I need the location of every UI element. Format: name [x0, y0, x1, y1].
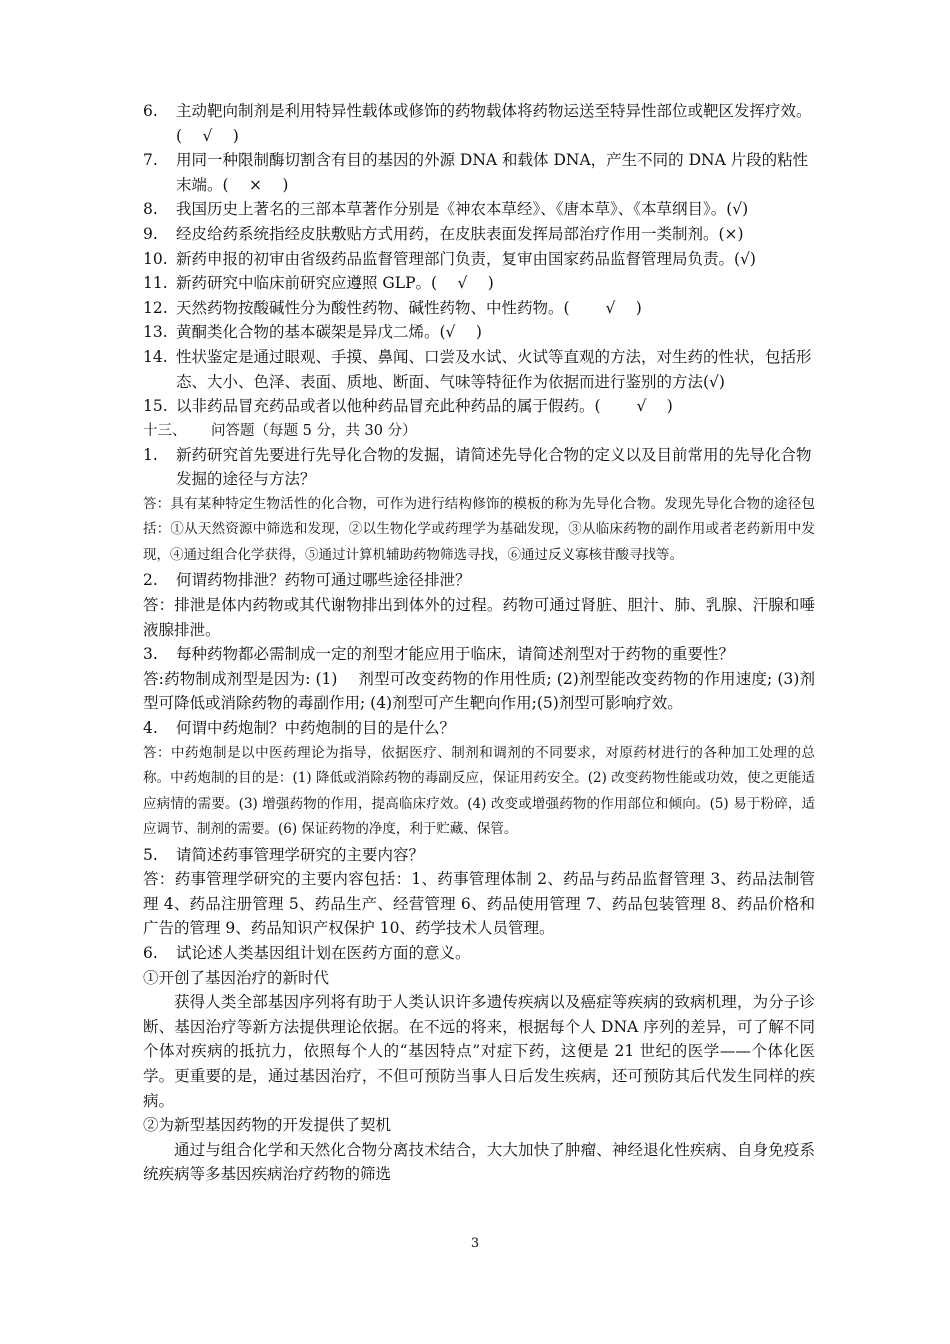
question [143, 941, 815, 966]
tf-item [143, 345, 815, 394]
section-number: 十三、 [143, 422, 187, 439]
item-number: 11. [143, 274, 168, 293]
question-text: 何谓药物排泄？药物可通过哪些途径排泄？ [176, 571, 471, 590]
item-number: 13. [143, 323, 168, 342]
question-number: 4. [143, 718, 158, 737]
question-number: 6. [143, 943, 158, 962]
tf-item [143, 394, 815, 419]
answer-text: 答:药物制成剂型是因为: (1) 剂型可改变药物的作用性质; (2)剂型能改变药物的作用速度; (3)剂型可降低或消除药物的毒副作用; (4)剂型可产生靶向作用;(5)剂型可影响疗效。 [143, 669, 815, 713]
tf-item [143, 99, 815, 148]
answer-paragraph: 通过与组合化学和天然化合物分离技术结合，大大加快了肿瘤、神经退化性疾病、自身免疫系统疾病等多基因疾病治疗药物的筛选 [143, 1140, 815, 1184]
question [143, 843, 815, 868]
answer-paragraph: 获得人类全部基因序列将有助于人类认识许多遗传疾病以及癌症等疾病的致病机理，为分子诊断、基因治疗等新方法提供理论依据。在不远的将来，根据每个人 DNA 序列的差异，可了解不同个体对疾病的抵抗力，依照每个人的“基因特点”对症下药，这便是 21 世纪的医学——个体化医学。更重要的是，通过基因治疗，不但可预防当事人日后发生疾病，还可预防其后代发生同样的疾病。 [143, 993, 815, 1110]
tf-item [143, 222, 815, 247]
page-number: 3 [470, 1236, 480, 1251]
item-number: 15. [143, 397, 168, 416]
tf-item [143, 148, 815, 197]
question-number: 2. [143, 571, 158, 590]
item-text: 黄酮类化合物的基本碳架是异戊二烯。(√ ) [176, 323, 482, 342]
tf-item [143, 247, 815, 272]
question [143, 568, 815, 593]
tf-item [143, 320, 815, 345]
question-text: 新药研究首先要进行先导化合物的发掘，请简述先导化合物的定义以及目前常用的先导化合物发掘的途径与方法？ [176, 445, 812, 489]
question [143, 716, 815, 741]
question-text: 每种药物都必需制成一定的剂型才能应用于临床，请简述剂型对于药物的重要性？ [176, 645, 735, 664]
tf-item [143, 271, 815, 296]
item-number: 9. [143, 224, 158, 243]
tf-item [143, 296, 815, 321]
item-text: 主动靶向制剂是利用特异性载体或修饰的药物载体将药物运送至特异性部位或靶区发挥疗效。( √ ) [176, 102, 812, 145]
question-number: 5. [143, 845, 158, 864]
answer-text: 答：具有某种特定生物活性的化合物，可作为进行结构修饰的模板的称为先导化合物。发现先导化合物的途径包括：①从天然资源中筛选和发现，②以生物化学或药理学为基础发现，③从临床药物的副作用或者老药新用中发现，④通过组合化学获得，⑤通过计算机辅助药物筛选寻找，⑥通过反义寡核苷酸寻找等。 [143, 495, 815, 563]
question-text: 请简述药事管理学研究的主要内容？ [176, 845, 425, 864]
question [143, 642, 815, 667]
answer-text: 答：中药炮制是以中医药理论为指导，依据医疗、制剂和调剂的不同要求，对原药材进行的各种加工处理的总称。中药炮制的目的是：(1) 降低或消除药物的毒副反应，保证用药安全。(2) 改变药物性能或功效，使之更能适应病情的需要。(3) 增强药物的作用，提高临床疗效。(4) 改变或增强药物的作用部位和倾向。(5) 易于粉碎，适应调节、制剂的需要。(6) 保证药物的净度，利于贮藏、保管。 [143, 744, 815, 838]
item-text: 新药研究中临床前研究应遵照 GLP。( √ ) [176, 274, 494, 293]
tf-item [143, 197, 815, 222]
item-text: 以非药品冒充药品或者以他种药品冒充此种药品的属于假药。( √ ) [176, 397, 673, 416]
item-text: 性状鉴定是通过眼观、手摸、鼻闻、口尝及水试、火试等直观的方法，对生药的性状，包括形态、大小、色泽、表面、质地、断面、气味等特征作为依据而进行鉴别的方法(√) [176, 347, 812, 391]
answer-subheading: ①开创了基因治疗的新时代 [143, 968, 330, 987]
section-heading [143, 419, 815, 443]
answer-subheading: ②为新型基因药物的开发提供了契机 [143, 1116, 392, 1135]
question-text: 何谓中药炮制？中药炮制的目的是什么？ [176, 718, 456, 737]
item-text: 用同一种限制酶切割含有目的基因的外源 DNA 和载体 DNA，产生不同的 DNA 片段的粘性末端。( × ) [176, 151, 809, 194]
question-number: 1. [143, 445, 158, 464]
item-number: 12. [143, 298, 168, 317]
question-text: 试论述人类基因组计划在医药方面的意义。 [176, 943, 471, 962]
question-number: 3. [143, 645, 158, 664]
item-number: 10. [143, 249, 168, 268]
item-text: 我国历史上著名的三部本草著作分别是《神农本草经》、《唐本草》、《本草纲目》。(√) [176, 200, 749, 219]
answer-text: 答：排泄是体内药物或其代谢物排出到体外的过程。药物可通过肾脏、胆汁、肺、乳腺、汗腺和唾液腺排泄。 [143, 596, 815, 639]
item-number: 14. [143, 347, 168, 366]
page-content [143, 99, 815, 1187]
item-text: 新药申报的初审由省级药品监督管理部门负责，复审由国家药品监督管理局负责。(√) [176, 249, 756, 268]
item-text: 经皮给药系统指经皮肤敷贴方式用药，在皮肤表面发挥局部治疗作用一类制剂。(×) [176, 224, 744, 243]
question [143, 443, 815, 492]
answer-text: 答：药事管理学研究的主要内容包括：1、药事管理体制 2、药品与药品监督管理 3、药品法制管理 4、药品注册管理 5、药品生产、经营管理 6、药品使用管理 7、药品包装管理 8、药品价格和广告的管理 9、药品知识产权保护 10、药学技术人员管理。 [143, 870, 815, 938]
section-title: 问答题（每题 5 分，共 30 分） [211, 422, 417, 439]
item-number: 8. [143, 200, 158, 219]
item-text: 天然药物按酸碱性分为酸性药物、碱性药物、中性药物。( √ ) [176, 298, 642, 317]
item-number: 6. [143, 102, 158, 120]
item-number: 7. [143, 151, 158, 170]
